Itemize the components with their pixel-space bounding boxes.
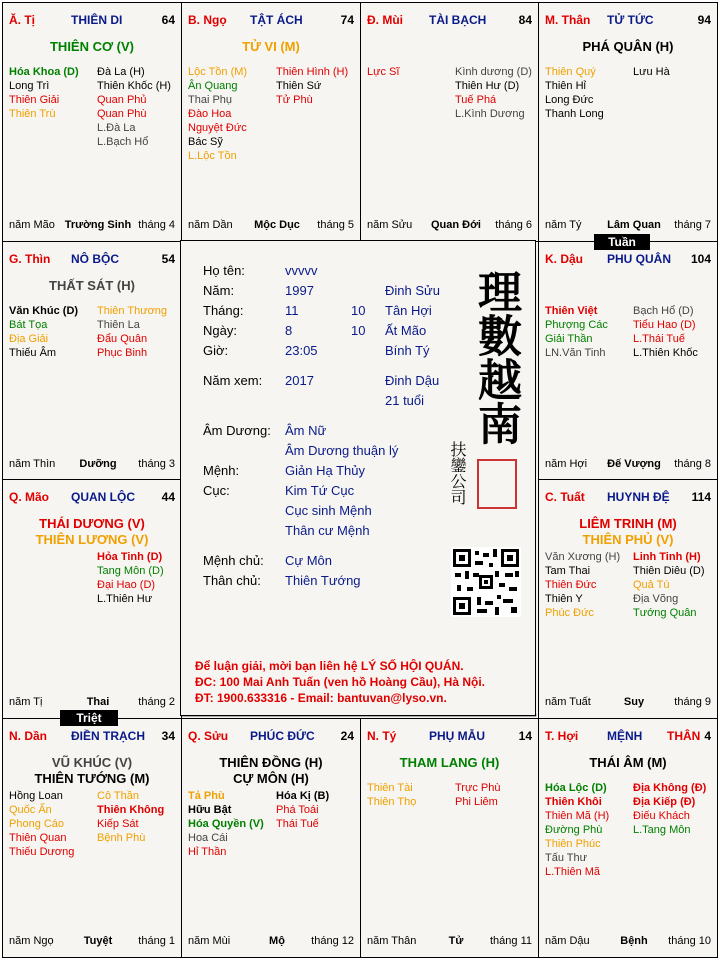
star-item: Tuế Phá: [455, 94, 497, 106]
star-item: Hoa Cái: [188, 832, 228, 844]
star-item: Tang Môn (D): [97, 565, 164, 577]
view-year-value: 2017: [285, 373, 314, 388]
star-item: Thiên Hư (D): [455, 80, 520, 92]
star-item: Cô Thần: [97, 790, 139, 802]
palace-suu: [181, 718, 361, 958]
star-item: Linh Tinh (H): [633, 551, 701, 563]
star-item: Đà La (H): [97, 66, 145, 78]
palace-branch: N. Tý: [367, 729, 397, 743]
thanchu-value: Thiên Tướng: [285, 573, 361, 588]
palace-name: NÔ BỘC: [71, 252, 119, 266]
star-item: Hỉ Thần: [188, 846, 227, 858]
star-item: Long Đức: [545, 94, 594, 106]
star-item: Văn Xương (H): [545, 551, 621, 563]
palace-branch: B. Ngọ: [188, 13, 227, 27]
palace-header: [545, 490, 711, 506]
palace-header: [9, 252, 175, 268]
palace-name: PHỤ MẪU: [429, 729, 485, 743]
month-can: Tân Hợi: [385, 303, 432, 318]
palace-month: tháng 10: [668, 935, 711, 947]
star-item: L.Đà La: [97, 122, 136, 134]
star-item: Thiên Trù: [9, 108, 56, 120]
palace-footer: [545, 458, 711, 472]
star-item: Văn Khúc (D): [9, 305, 79, 317]
palace-dau: [538, 241, 718, 481]
palace-footer: [367, 219, 532, 233]
star-column-right: [97, 304, 167, 360]
palace-age: 104: [690, 252, 711, 266]
menh-label: Mệnh:: [203, 463, 240, 478]
star-item: Long Trì: [9, 80, 50, 92]
palace-footer: [188, 219, 354, 233]
palace-phase: Suy: [623, 696, 645, 708]
star-item: Địa Kiếp (Đ): [633, 796, 696, 808]
star-item: Thiên Diêu (D): [633, 565, 705, 577]
star-column-right: [455, 65, 532, 121]
main-star: PHÁ QUÂN (H): [582, 39, 674, 54]
star-column-left: [545, 550, 620, 620]
palace-than-marker: THÂN: [667, 729, 701, 743]
palace-age: 114: [691, 490, 711, 504]
star-item: Thiên Hình (H): [276, 66, 349, 78]
palace-name: QUAN LỘC: [71, 490, 135, 504]
main-star: THIÊN LƯƠNG (V): [35, 532, 149, 547]
palace-year: năm Dần: [188, 219, 233, 231]
day-value: 8: [285, 323, 293, 338]
star-item: Thiên Mã (H): [545, 810, 610, 822]
star-item: Thiên Đức: [545, 579, 597, 591]
star-item: Lưu Hà: [633, 66, 670, 78]
palace-name: PHÚC ĐỨC: [250, 729, 315, 743]
star-column-right: [455, 781, 500, 809]
palace-branch: Ă. Tị: [9, 13, 35, 27]
star-item: Nguyệt Đức: [188, 122, 247, 134]
star-item: Quan Phù: [97, 108, 147, 120]
star-column-left: [9, 789, 74, 859]
palace-header: [545, 729, 711, 745]
palace-header: [367, 13, 532, 29]
star-column-right: [276, 65, 348, 107]
palace-header: [9, 490, 175, 506]
star-item: Phá Toái: [276, 804, 319, 816]
star-item: L.Thái Tuế: [633, 333, 685, 345]
star-item: L.Tang Môn: [633, 824, 691, 836]
palace-header: [545, 252, 711, 268]
star-item: Thái Tuế: [276, 818, 319, 830]
palace-ty: [2, 2, 182, 242]
palace-age: 34: [161, 729, 175, 743]
main-star: THÁI DƯƠNG (V): [39, 516, 145, 531]
main-star: VŨ KHÚC (V): [51, 755, 133, 770]
name-label: Họ tên:: [203, 263, 245, 278]
palace-age: 24: [340, 729, 354, 743]
star-item: Hỏa Tinh (D): [97, 551, 163, 563]
palace-month: tháng 3: [138, 458, 175, 470]
star-item: Thiên Y: [545, 593, 583, 605]
star-item: Hóa Kị (B): [276, 790, 330, 802]
star-item: Địa Giải: [9, 333, 49, 345]
star-column-left: [367, 781, 416, 809]
palace-header: [545, 13, 711, 29]
star-column-right: [97, 65, 171, 149]
star-column-right: [97, 550, 164, 606]
palace-age: 54: [161, 252, 175, 266]
palace-year: năm Thìn: [9, 458, 56, 470]
star-column-right: [633, 65, 670, 79]
calligraphy-logo: 理數越南: [470, 269, 521, 445]
palace-name: MỆNH: [607, 729, 643, 743]
star-item: Thiếu Âm: [9, 347, 57, 359]
star-item: Bệnh Phù: [97, 832, 146, 844]
star-column-right: [633, 550, 705, 620]
star-item: Hóa Lộc (D): [545, 782, 607, 794]
main-star: THIÊN TƯỚNG (M): [34, 771, 150, 786]
star-item: Phi Liêm: [455, 796, 498, 808]
star-item: L.Bạch Hổ: [97, 136, 149, 148]
palace-year: năm Tuất: [545, 696, 591, 708]
palace-month: tháng 8: [674, 458, 711, 470]
star-item: Địa Không (Đ): [633, 782, 707, 794]
palace-name: TÀI BẠCH: [429, 13, 487, 27]
palace-footer: [9, 935, 175, 949]
palace-phase: Dưỡng: [79, 458, 117, 470]
palace-footer: [367, 935, 532, 949]
palace-branch: M. Thân: [545, 13, 591, 27]
star-item: Tiểu Hao (D): [633, 319, 696, 331]
star-column-left: [188, 789, 264, 859]
year-value: 1997: [285, 283, 314, 298]
star-item: Giải Thần: [545, 333, 593, 345]
palace-age: 84: [518, 13, 532, 27]
palace-footer: [9, 458, 175, 472]
palace-mao: [2, 479, 182, 719]
palace-dan: [2, 718, 182, 958]
palace-branch: Q. Sửu: [188, 729, 229, 743]
star-item: L.Lộc Tồn: [188, 150, 237, 162]
amduong-note: Âm Dương thuận lý: [285, 443, 399, 458]
palace-header: [367, 729, 532, 745]
star-item: Điếu Khách: [633, 810, 690, 822]
star-item: Thiên Khôi: [545, 796, 602, 808]
star-item: Thiên Phúc: [545, 838, 601, 850]
palace-footer: [9, 696, 175, 710]
palace-month: tháng 7: [674, 219, 711, 231]
star-item: Trực Phù: [455, 782, 501, 794]
palace-age: 74: [340, 13, 354, 27]
menhchu-value: Cự Môn: [285, 553, 332, 568]
star-item: Tả Phù: [188, 790, 225, 802]
star-item: Bát Tọa: [9, 319, 48, 331]
cuc-note-1: Cục sinh Mệnh: [285, 503, 372, 518]
star-item: L.Thiên Hư: [97, 593, 153, 605]
main-star: LIÊM TRINH (M): [579, 516, 677, 531]
view-year-can: Đinh Dậu: [385, 373, 440, 388]
day-can: Ất Mão: [385, 323, 427, 338]
palace-month: tháng 1: [138, 935, 175, 947]
palace-branch: C. Tuất: [545, 490, 585, 504]
star-item: Thiên Quan: [9, 832, 67, 844]
palace-name: TỬ TỨC: [607, 13, 654, 27]
palace-year: năm Tị: [9, 696, 43, 708]
palace-month: tháng 5: [317, 219, 354, 231]
name-value: vvvvv: [285, 263, 318, 278]
cuc-value: Kim Tứ Cục: [285, 483, 355, 498]
palace-month: tháng 12: [311, 935, 354, 947]
red-seal: [477, 459, 517, 509]
star-column-left: [367, 65, 399, 79]
palace-footer: [9, 219, 175, 233]
palace-month: tháng 4: [138, 219, 175, 231]
palace-name: THIÊN DI: [71, 13, 123, 27]
main-star: THIÊN ĐỒNG (H): [219, 755, 323, 770]
star-item: Địa Võng: [633, 593, 679, 605]
star-item: L.Thiên Khốc: [633, 347, 698, 359]
star-item: Thiên Giải: [9, 94, 60, 106]
palace-phase: Trường Sinh: [64, 219, 132, 231]
star-item: L.Thiên Mã: [545, 866, 601, 878]
contact-line-3: ĐT: 1900.633316 - Email: bantuvan@lyso.vn.: [195, 691, 447, 705]
star-item: Quan Phủ: [97, 94, 147, 106]
star-item: Thiên La: [97, 319, 140, 331]
palace-phase: Bệnh: [620, 935, 648, 947]
star-column-left: [9, 65, 79, 121]
star-item: Bác Sỹ: [188, 136, 223, 148]
month-value: 11: [285, 303, 299, 318]
star-column-right: [633, 781, 706, 837]
palace-ty2: [360, 718, 539, 958]
tuan-badge: Tuần: [594, 234, 650, 250]
star-item: Thiên Quý: [545, 66, 596, 78]
palace-footer: [545, 219, 711, 233]
palace-year: năm Mùi: [188, 935, 231, 947]
star-item: Hồng Loan: [9, 790, 63, 802]
star-item: L.Kình Dương: [455, 108, 525, 120]
palace-month: tháng 11: [489, 935, 532, 947]
star-item: Phượng Các: [545, 319, 608, 331]
star-item: Thiên Sứ: [276, 80, 322, 92]
palace-tuat: [538, 479, 718, 719]
palace-month: tháng 6: [495, 219, 532, 231]
star-item: Đại Hao (D): [97, 579, 156, 591]
palace-year: năm Thân: [367, 935, 417, 947]
star-item: Đào Hoa: [188, 108, 232, 120]
star-item: Quả Tú: [633, 579, 670, 591]
star-item: Hóa Khoa (D): [9, 66, 79, 78]
star-item: Thiếu Dương: [9, 846, 75, 858]
star-item: Hóa Quyền (V): [188, 818, 264, 830]
qr-code[interactable]: [451, 547, 521, 617]
star-item: Tử Phù: [276, 94, 313, 106]
star-item: Đường Phù: [545, 824, 603, 836]
star-column-left: [545, 65, 604, 121]
palace-footer: [545, 696, 711, 710]
year-label: Năm:: [203, 283, 235, 298]
star-item: Thiên Không: [97, 804, 165, 816]
main-star: THÁI ÂM (M): [589, 755, 667, 770]
palace-branch: N. Dần: [9, 729, 48, 743]
hour-value: 23:05: [285, 343, 318, 358]
palace-phase: Tuyệt: [83, 935, 113, 947]
palace-branch: K. Dậu: [545, 252, 584, 266]
day-label: Ngày:: [203, 323, 237, 338]
contact-line-1: Để luận giải, mời bạn liên hệ LÝ SỐ HỘI QUÁN.: [195, 659, 464, 673]
star-item: Phong Cáo: [9, 818, 65, 830]
main-star: THAM LANG (H): [399, 755, 500, 770]
contact-line-2: ĐC: 100 Mai Anh Tuấn (ven hồ Hoàng Cầu), Hà Nội.: [195, 675, 486, 689]
palace-phase: Mộ: [269, 935, 285, 947]
star-item: Tướng Quân: [633, 607, 697, 619]
star-column-left: [188, 65, 247, 163]
palace-thin: [2, 241, 182, 481]
cuc-label: Cục:: [203, 483, 230, 498]
star-item: Đẩu Quân: [97, 333, 148, 345]
main-star: THIÊN CƠ (V): [49, 39, 135, 54]
palace-year: năm Sửu: [367, 219, 413, 231]
palace-branch: G. Thìn: [9, 252, 51, 266]
palace-phase: Đế Vượng: [607, 458, 661, 470]
star-item: Thiên Thương: [97, 305, 168, 317]
palace-phase: Lâm Quan: [607, 219, 661, 231]
main-star: TỬ VI (M): [242, 39, 300, 54]
star-item: Thanh Long: [545, 108, 604, 120]
palace-phase: Quan Đới: [431, 219, 481, 231]
palace-phase: Tử: [448, 935, 464, 947]
star-item: Thai Phụ: [188, 94, 233, 106]
month-label: Tháng:: [203, 303, 244, 318]
main-star: THẤT SÁT (H): [49, 278, 135, 293]
palace-age: 4: [704, 729, 711, 743]
star-item: Quốc Ấn: [9, 804, 52, 816]
palace-month: tháng 2: [138, 696, 175, 708]
palace-name: HUYNH ĐỆ: [607, 490, 670, 504]
star-item: Thiên Khốc (H): [97, 80, 171, 92]
palace-age: 94: [697, 13, 711, 27]
star-item: Tam Thai: [545, 565, 591, 577]
star-item: Thiên Tài: [367, 782, 413, 794]
star-column-left: [545, 781, 609, 879]
qr-code-graphic: [451, 547, 521, 617]
view-age: 21 tuổi: [385, 393, 425, 408]
star-item: Lộc Tồn (M): [188, 66, 248, 78]
amduong-value: Âm Nữ: [285, 423, 327, 438]
palace-phase: Thai: [86, 696, 110, 708]
palace-year: năm Mão: [9, 219, 55, 231]
palace-header: [188, 729, 354, 745]
star-item: Kình dương (D): [455, 66, 532, 78]
palace-year: năm Dậu: [545, 935, 590, 947]
view-year-label: Năm xem:: [203, 373, 263, 388]
star-item: Hữu Bật: [188, 804, 232, 816]
star-column-right: [97, 789, 164, 845]
menh-value: Giản Hạ Thủy: [285, 463, 365, 478]
star-item: Tấu Thư: [545, 852, 588, 864]
palace-ngo: [181, 2, 361, 242]
palace-mui: [360, 2, 539, 242]
month-lunar: 10: [351, 303, 366, 318]
star-column-right: [276, 789, 329, 831]
star-item: Thiên Thọ: [367, 796, 417, 808]
year-can: Đinh Sửu: [385, 283, 440, 298]
palace-year: năm Hợi: [545, 458, 588, 470]
palace-branch: T. Hợi: [545, 729, 579, 743]
cuc-note-2: Thân cư Mệnh: [285, 523, 370, 538]
palace-footer: [545, 935, 711, 949]
palace-age: 14: [518, 729, 532, 743]
center-info-panel: [180, 240, 536, 716]
hour-label: Giờ:: [203, 343, 229, 358]
palace-name: PHU QUÂN: [607, 252, 672, 266]
star-column-left: [545, 304, 608, 360]
palace-name: TẬT ÁCH: [250, 13, 303, 27]
palace-header: [9, 13, 175, 29]
palace-header: [9, 729, 175, 745]
star-column-right: [633, 304, 698, 360]
star-item: Thiên Việt: [545, 305, 598, 317]
palace-than: [538, 2, 718, 242]
triet-badge: Triệt: [60, 710, 118, 726]
star-item: LN.Văn Tinh: [545, 347, 606, 359]
day-lunar: 10: [351, 323, 366, 338]
star-item: Thiên Hỉ: [545, 80, 586, 92]
star-item: Lực Sĩ: [367, 66, 400, 78]
palace-footer: [188, 935, 354, 949]
star-item: Phúc Đức: [545, 607, 594, 619]
palace-year: năm Tý: [545, 219, 582, 231]
menhchu-label: Mệnh chủ:: [203, 553, 264, 568]
palace-hoi: [538, 718, 718, 958]
palace-phase: Mộc Dục: [254, 219, 300, 231]
palace-branch: Đ. Mùi: [367, 13, 403, 27]
palace-age: 44: [161, 490, 175, 504]
star-item: Bạch Hổ (D): [633, 305, 694, 317]
thanchu-label: Thân chủ:: [203, 573, 261, 588]
palace-name: ĐIỀN TRẠCH: [71, 729, 145, 743]
amduong-label: Âm Dương:: [203, 423, 271, 438]
star-item: Kiếp Sát: [97, 818, 139, 830]
star-item: Phục Binh: [97, 347, 148, 359]
palace-month: tháng 9: [674, 696, 711, 708]
palace-header: [188, 13, 354, 29]
palace-age: 64: [161, 13, 175, 27]
palace-branch: Q. Mão: [9, 490, 50, 504]
main-star: CỰ MÔN (H): [233, 771, 309, 786]
main-star: THIÊN PHỦ (V): [582, 532, 674, 547]
star-column-left: [9, 304, 78, 360]
calligraphy-side: 扶鑾公司: [448, 441, 467, 505]
hour-can: Bính Tý: [385, 343, 430, 358]
palace-year: năm Ngọ: [9, 935, 54, 947]
star-item: Ân Quang: [188, 80, 238, 92]
